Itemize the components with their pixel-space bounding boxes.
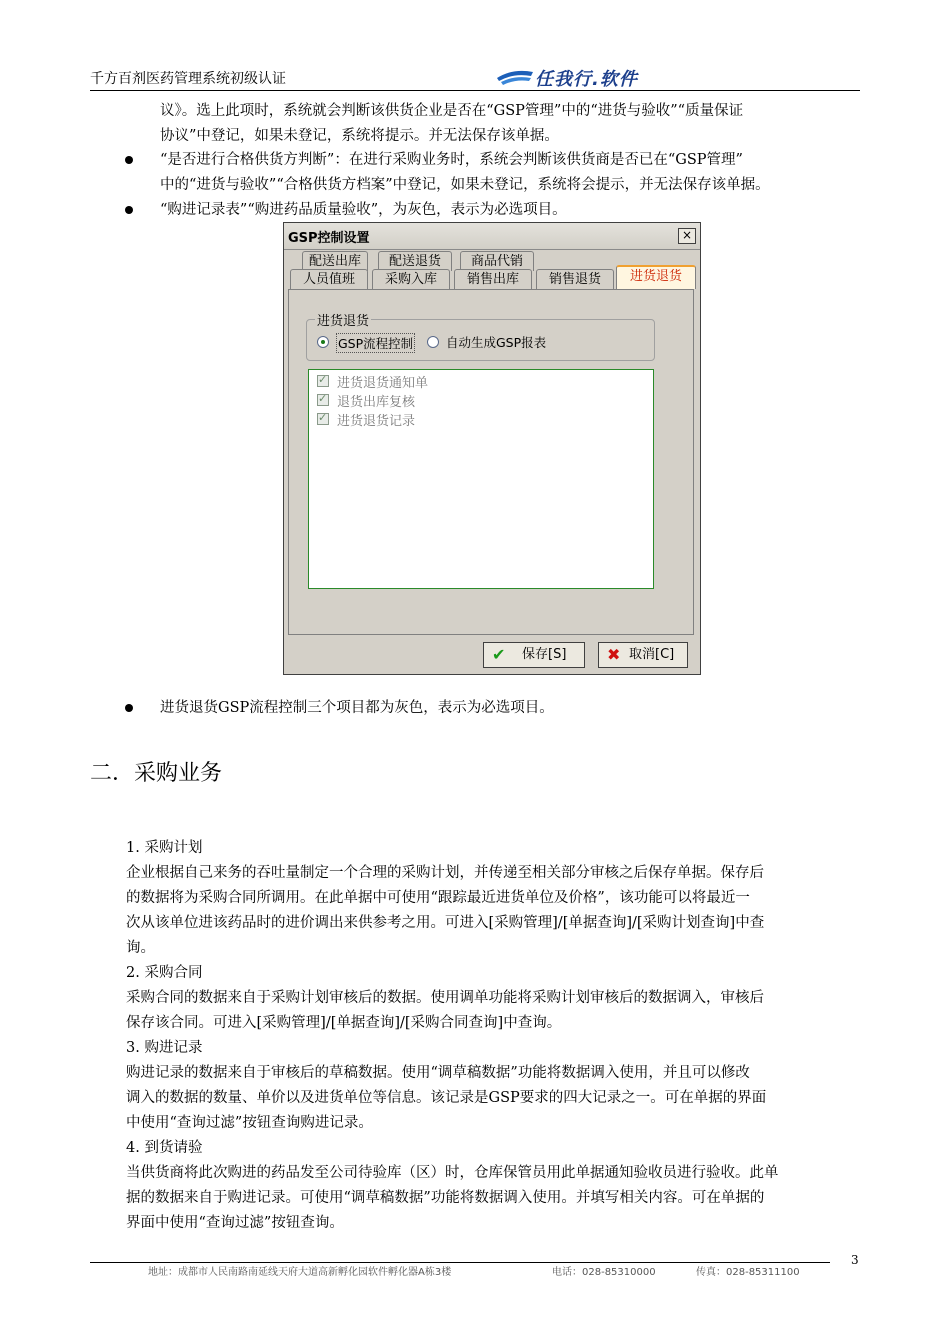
bullet-icon	[125, 206, 133, 214]
item-2-line: 采购合同的数据来自于采购计划审核后的数据。使用调单功能将采购计划审核后的数据调入，审核后	[126, 990, 764, 1006]
page-number: 3	[851, 1253, 859, 1267]
item-1-title: 1. 采购计划	[126, 840, 203, 856]
purchase-return-group	[306, 314, 655, 361]
tab-sales-return[interactable]: 销售退货	[536, 269, 614, 289]
page-header	[90, 66, 860, 91]
item-1-line: 询。	[126, 940, 155, 956]
bullet-icon	[125, 156, 133, 164]
save-button-label: 保存[S]	[522, 647, 567, 662]
item-1-line: 企业根据自己来务的吞吐量制定一个合理的采购计划，并传递至相关部分审核之后保存单据。保存后	[126, 865, 764, 881]
tab-sales-out[interactable]: 销售出库	[454, 269, 532, 289]
footer-address: 地址：成都市人民南路南延线天府大道高新孵化园软件孵化器A栋3楼	[148, 1267, 452, 1278]
item-1-line: 的数据将为采购合同所调用。在此单据中可使用“跟踪最近进货单位及价格”，该功能可以将最近一	[126, 890, 750, 906]
check-return-record-label: 进货退货记录	[337, 414, 416, 429]
intro-line-2: 协议”中登记，如果未登记，系统将提示。并无法保存该单据。	[160, 128, 559, 144]
item-4-line: 当供货商将此次购进的药品发至公司待验库（区）时，仓库保管员用此单据通知验收员进行验收。此单	[126, 1165, 779, 1181]
cancel-button-label: 取消[C]	[629, 647, 675, 662]
logo-text: 任我行.软件	[535, 69, 638, 90]
footer-phone: 电话：028-85310000	[552, 1267, 656, 1278]
company-logo	[495, 64, 665, 88]
item-3-title: 3. 购进记录	[126, 1040, 203, 1056]
item-3-line: 购进记录的数据来自于审核后的草稿数据。使用“调草稿数据”功能将数据调入使用，并且可以修改	[126, 1065, 750, 1081]
auto-gsp-report-label: 自动生成GSP报表	[446, 335, 547, 350]
tab-delivery-out[interactable]: 配送出库	[302, 251, 368, 271]
cross-icon: ✖	[607, 645, 621, 664]
check-return-record	[317, 413, 329, 425]
item-3-line: 调入的数据的数量、单价以及进货单位等信息。该记录是GSP要求的四大记录之一。可在单据的界面	[126, 1090, 767, 1106]
item-3-line: 中使用“查询过滤”按钮查询购进记录。	[126, 1115, 373, 1131]
item-4-title: 4. 到货请验	[126, 1140, 203, 1156]
bullet-1-line-2: 中的“进货与验收”“合格供货方档案”中登记，如果未登记，系统将会提示，并无法保存该单据。	[160, 177, 770, 193]
item-4-line: 据的数据来自于购进记录。可使用“调草稿数据”功能将数据调入使用。并填写相关内容。可在单据的	[126, 1190, 765, 1206]
check-return-notice	[317, 375, 329, 387]
bullet-2-line-1: “购进记录表”“购进药品质量验收”，为灰色，表示为必选项目。	[160, 202, 567, 218]
save-button[interactable]	[483, 642, 585, 668]
checkmark-icon: ✔	[492, 645, 506, 664]
gsp-flow-control-radio[interactable]	[317, 336, 329, 348]
item-2-title: 2. 采购合同	[126, 965, 203, 981]
section-heading: 二．采购业务	[90, 761, 223, 786]
group-label: 进货退货	[315, 310, 371, 329]
checklist-box	[308, 369, 654, 589]
footer-fax: 传真：028-85311100	[696, 1267, 800, 1278]
gsp-flow-control-label: GSP流程控制	[336, 333, 415, 353]
check-return-review-label: 退货出库复核	[337, 395, 416, 410]
tab-delivery-return[interactable]: 配送退货	[378, 251, 452, 271]
intro-line-1: 议》。选上此项时，系统就会判断该供货企业是否在“GSP管理”中的“进货与验收”“质量保证	[160, 103, 744, 119]
header-title: 千方百剂医药管理系统初级认证	[90, 71, 286, 87]
gsp-settings-dialog	[283, 222, 701, 675]
item-4-line: 界面中使用“查询过滤”按钮查询。	[126, 1215, 344, 1231]
tab-staff-duty[interactable]: 人员值班	[290, 269, 368, 289]
tab-consignment[interactable]: 商品代销	[460, 251, 534, 271]
tab-purchase-in[interactable]: 采购入库	[372, 269, 450, 289]
bullet-3-line-1: 进货退货GSP流程控制三个项目都为灰色，表示为必选项目。	[160, 700, 554, 716]
dialog-title: GSP控制设置	[288, 231, 370, 246]
auto-gsp-report-radio[interactable]	[427, 336, 439, 348]
check-return-review	[317, 394, 329, 406]
cancel-button[interactable]	[598, 642, 688, 668]
dialog-title-bar	[284, 223, 700, 250]
check-return-notice-label: 进货退货通知单	[337, 376, 429, 391]
close-icon[interactable]: ×	[678, 228, 696, 244]
item-2-line: 保存该合同。可进入[采购管理]/[单据查询]/[采购合同查询]中查询。	[126, 1015, 562, 1031]
bullet-1-line-1: “是否进行合格供货方判断”：在进行采购业务时，系统会判断该供货商是否已在“GSP管理”	[160, 152, 743, 168]
tab-purchase-return[interactable]: 进货退货	[616, 265, 696, 289]
logo-swoosh-icon	[495, 64, 535, 86]
bullet-icon	[125, 704, 133, 712]
item-1-line: 次从该单位进该药品时的进价调出来供参考之用。可进入[采购管理]/[单据查询]/[采购计划查询]中查	[126, 915, 765, 931]
